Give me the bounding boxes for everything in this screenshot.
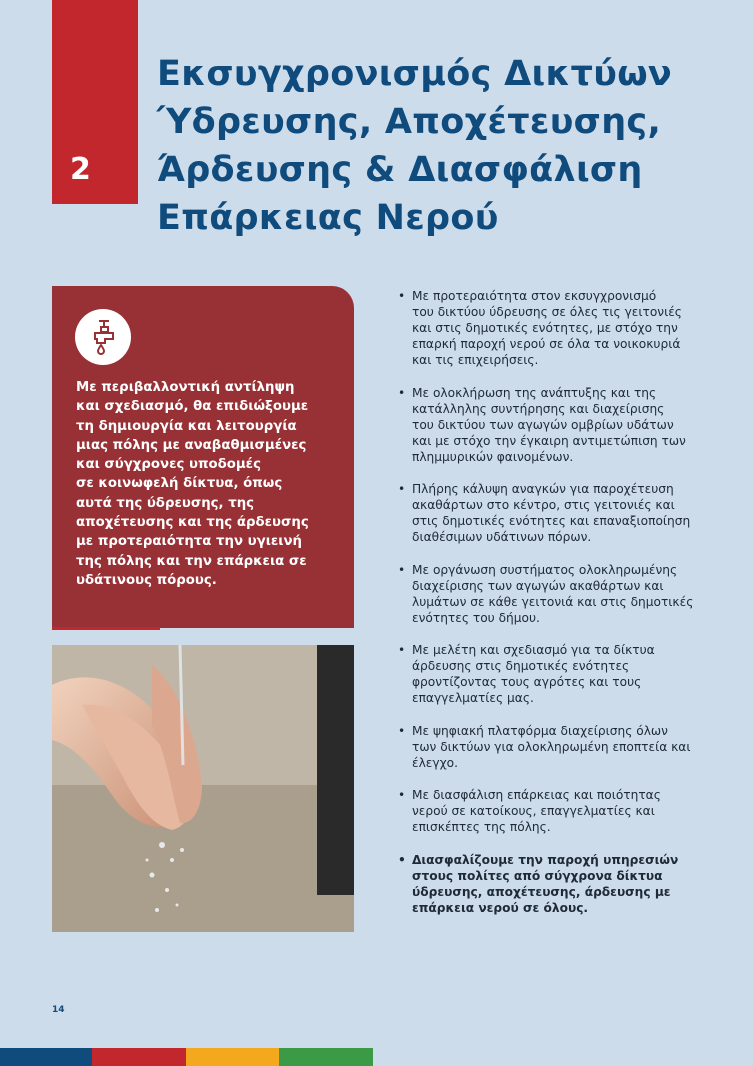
text-line: με προτεραιότητα την υγιεινή: [76, 534, 303, 550]
text-line: και σχεδιασμό, θα επιδιώξουμε: [76, 399, 309, 415]
list-item: • Με ολοκλήρωση της ανάπτυξης και της κατάλληλης συντήρησης και διαχείρισης του δικτύου των αγωγών ομβρίων υδάτων και με στόχο την έγκαιρη αντιμετώπιση των πλημμυρικών φαινομένων.: [398, 385, 738, 465]
text-line: της πόλης και την επάρκεια σε: [76, 553, 307, 569]
page-title: [157, 50, 747, 242]
text-line: τη δημιουργία και λειτουργία: [76, 418, 297, 434]
list-item: • Με διασφάλιση επάρκειας και ποιότητας νερού σε κατοίκους, επαγγελματίες και επισκέπτες της πόλης.: [398, 787, 738, 835]
stripe-green: [279, 1048, 373, 1066]
text-line: αυτά της ύδρευσης, της: [76, 495, 255, 511]
list-item: • Πλήρης κάλυψη αναγκών για παροχέτευση ακαθάρτων στο κέντρο, στις γειτονιές και στις δημοτικές ενότητες και επαναξιοποίηση διαθέσιμων υδάτινων πόρων.: [398, 481, 738, 545]
intro-text: [76, 378, 346, 590]
page-number: 14: [52, 1005, 65, 1015]
stripe-blue: [0, 1048, 92, 1066]
title-line: Εκσυγχρονισμός Δικτύων: [157, 54, 673, 94]
section-number-tab: [52, 0, 138, 204]
list-item-highlight: • Διασφαλίζουμε την παροχή υπηρεσιών στους πολίτες από σύγχρονα δίκτυα ύδρευσης, αποχέτευσης, άρδευσης με επάρκεια νερού σε όλους.: [398, 852, 738, 916]
text-line: αποχέτευσης και της άρδευσης: [76, 515, 309, 531]
section-number: 2: [70, 152, 91, 187]
accent-line: [52, 627, 160, 630]
hands-water-photo: [52, 645, 354, 932]
stripe-red: [92, 1048, 186, 1066]
list-item: • Με μελέτη και σχεδιασμό για τα δίκτυα άρδευσης στις δημοτικές ενότητες φροντίζοντας τους αγρότες και τους επαγγελματίες μας.: [398, 642, 738, 706]
text-line: Με περιβαλλοντική αντίληψη: [76, 380, 295, 395]
goals-list: [398, 288, 738, 932]
title-line: Επάρκειας Νερού: [157, 198, 499, 238]
list-item: • Με ψηφιακή πλατφόρμα διαχείρισης όλων των δικτύων για ολοκληρωμένη εποπτεία και έλεγχο.: [398, 723, 738, 771]
title-line: Ύδρευσης, Αποχέτευσης,: [157, 102, 662, 142]
intro-card: [52, 286, 354, 628]
text-line: και σύγχρονες υποδομές: [76, 457, 261, 473]
stripe-yellow: [186, 1048, 279, 1066]
water-tap-icon: [75, 309, 131, 365]
text-line: σε κοινωφελή δίκτυα, όπως: [76, 476, 283, 492]
list-item: • Με προτεραιότητα στον εκσυγχρονισμό του δικτύου ύδρευσης σε όλες τις γειτονιές και στις δημοτικές ενότητες, με στόχο την επαρκή παροχή νερού σε όλα τα νοικοκυριά και τις επιχειρήσεις.: [398, 288, 738, 368]
text-line: μιας πόλης με αναβαθμισμένες: [76, 437, 307, 453]
title-line: Άρδευσης & Διασφάλιση: [157, 150, 643, 190]
list-item: • Με οργάνωση συστήματος ολοκληρωμένης διαχείρισης των αγωγών ακαθάρτων και λυμάτων σε κάθε γειτονιά και στις δημοτικές ενότητες του δήμου.: [398, 562, 738, 626]
text-line: υδάτινους πόρους.: [76, 572, 217, 588]
